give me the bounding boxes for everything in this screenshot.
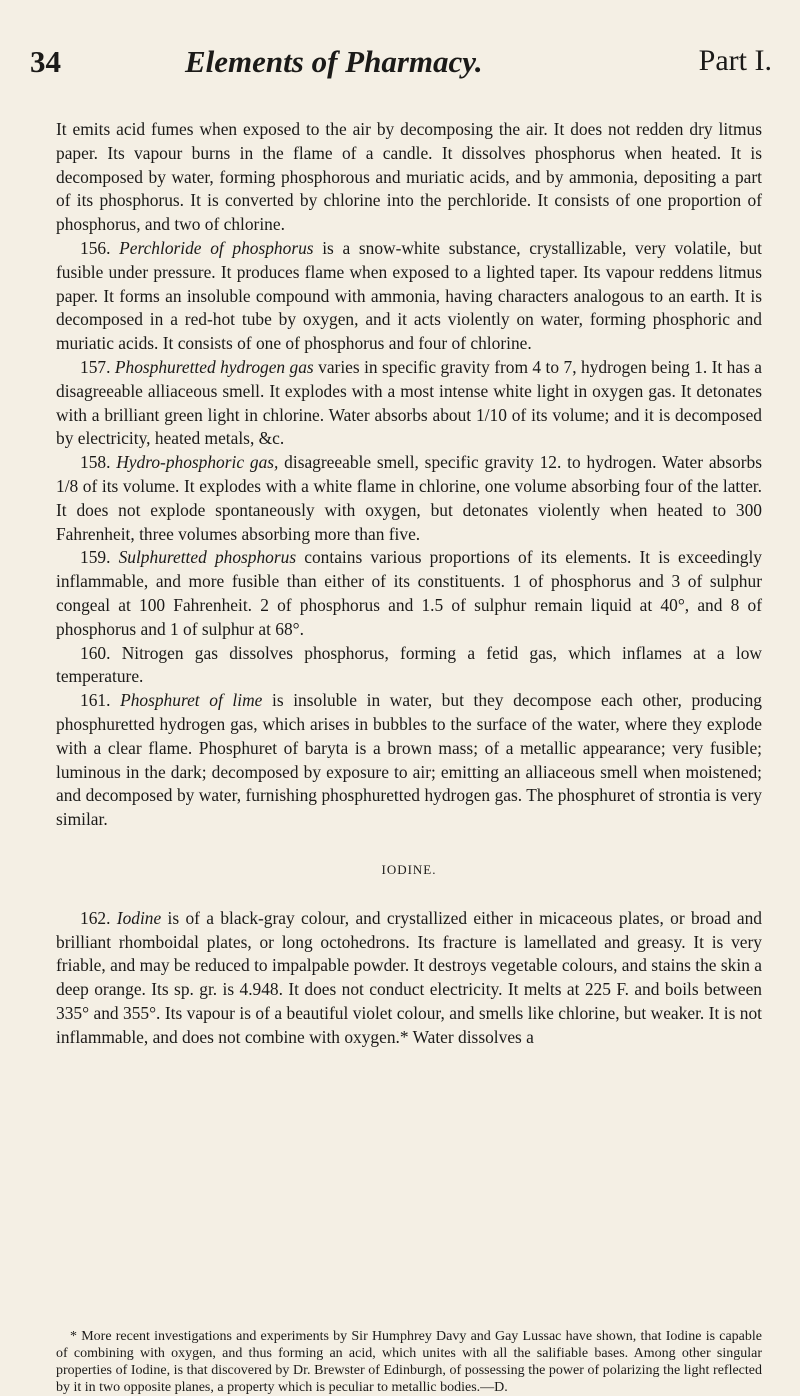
paragraph-text: is a snow-white substance, crystallizable, very volatile, but fusible under pressure. It produces flame when exposed to a lighted taper. Its vapour reddens litmus paper. It forms an insoluble compound with ammonia, having characters analogous to an earth. It is decomposed in a red-hot tube by oxygen, and it acts violently on water, forming phosphoric and muriatic acids. It consists of one of phosphorus and four of chlorine. bbox=[56, 237, 762, 354]
paragraph-term: Phosphuretted hydrogen gas bbox=[114, 356, 314, 377]
paragraph-continued bbox=[56, 118, 762, 237]
paragraph-number: 161. bbox=[80, 690, 111, 711]
paragraph-number: 162. bbox=[80, 907, 111, 928]
part-label: Part I. bbox=[698, 44, 772, 77]
paragraph-162 bbox=[56, 907, 762, 1050]
main-text bbox=[56, 118, 762, 1049]
paragraph-number: 158. bbox=[80, 452, 111, 473]
paragraph-term: Iodine bbox=[116, 907, 162, 928]
paragraph-160 bbox=[56, 642, 762, 690]
paragraph-text: disagreeable smell, specific gravity 12. to hydrogen. Water absorbs 1/8 of its volume. It explodes with a white flame in chlorine, one volume absorbing four of the latter. It does not explode spontaneously with oxygen, but detonates violently when heated to 300 Fahrenheit, three volumes absorbing more than five. bbox=[56, 452, 762, 544]
paragraph-number: 157. bbox=[80, 356, 111, 377]
paragraph-text: is insoluble in water, but they decompose each other, producing phosphuretted hydrogen gas, which arises in bubbles to the surface of the water, where they explode with a clear flame. Phosphuret of baryta is a brown mass; of a metallic appearance; very fusible; luminous in the dark; decomposed by exposure to air; emitting an alliaceous smell when moistened; and decomposed by water, furnishing phosphuretted hydrogen gas. The phosphuret of strontia is very similar. bbox=[56, 690, 762, 830]
page-number: 34 bbox=[30, 44, 61, 79]
paragraph-number: 160. bbox=[80, 642, 111, 663]
running-title: Elements of Pharmacy. bbox=[185, 44, 483, 79]
paragraph-number: 156. bbox=[80, 237, 111, 258]
paragraph-159 bbox=[56, 546, 762, 641]
paragraph-161 bbox=[56, 689, 762, 832]
section-heading: IODINE. bbox=[381, 861, 437, 877]
paragraph-term: Phosphuret of lime bbox=[120, 690, 263, 711]
paragraph-text: Nitrogen gas dissolves phosphorus, forming a fetid gas, which inflames at a low temperature. bbox=[56, 642, 762, 687]
running-header bbox=[30, 44, 772, 84]
paragraph-text: It emits acid fumes when exposed to the air by decomposing the air. It does not redden dry litmus paper. Its vapour burns in the flame of a candle. It dissolves phosphorus when heated. It is decomposed by water, forming phosphorous and muriatic acids, and by ammonia, depositing a part of its phosphorus. It is converted by chlorine into the perchloride. It consists of one proportion of phosphorus, and two of chlorine. bbox=[56, 119, 762, 235]
paragraph-number: 159. bbox=[80, 547, 111, 568]
paragraph-156 bbox=[56, 237, 762, 356]
footnote-text: * More recent investigations and experiments by Sir Humphrey Davy and Gay Lussac have shown, that Iodine is capable of combining with oxygen, and thus forming an acid, which unites with all the salifiable bases. Among other singular properties of Iodine, is that discovered by Dr. Brewster of Edinburgh, of possessing the power of polarizing the light reflected by it in two opposite planes, a property which is peculiar to metallic bodies.—D. bbox=[56, 1329, 762, 1395]
paragraph-text: contains various proportions of its elements. It is exceedingly inflammable, and more fusible than either of its constituents. 1 of phosphorus and 3 of sulphur congeal at 100 Fahrenheit. 2 of phosphorus and 1.5 of sulphur remain liquid at 40°, and 8 of phosphorus and 1 of sulphur at 68°. bbox=[56, 547, 762, 639]
paragraph-term: Sulphuretted phosphorus bbox=[118, 547, 297, 568]
paragraph-term: Perchloride of phosphorus bbox=[119, 237, 314, 258]
paragraph-158 bbox=[56, 451, 762, 546]
paragraph-157 bbox=[56, 356, 762, 451]
footnote bbox=[56, 1328, 762, 1396]
paragraph-text: is of a black-gray colour, and crystallized either in micaceous plates, or broad and brilliant rhomboidal plates, or long octohedrons. Its fracture is lamellated and greasy. It is very friable, and may be reduced to impalpable powder. It destroys vegetable colours, and stains the skin a deep orange. Its sp. gr. is 4.948. It does not conduct electricity. It melts at 225 F. and boils between 335° and 355°. Its vapour is of a beautiful violet colour, and smells like chlorine, but weaker. It is not inflammable, and does not combine with oxygen.* Water dissolves a bbox=[56, 907, 762, 1047]
paragraph-text: varies in specific gravity from 4 to 7, hydrogen being 1. It has a disagreeable alliaceous smell. It explodes with a most intense white light in oxygen gas. It detonates with a brilliant green light in chlorine. Water absorbs about 1/10 of its volume; and it is decomposed by electricity, heated metals, &c. bbox=[56, 356, 762, 449]
paragraph-term: Hydro-phosphoric gas, bbox=[116, 452, 279, 473]
